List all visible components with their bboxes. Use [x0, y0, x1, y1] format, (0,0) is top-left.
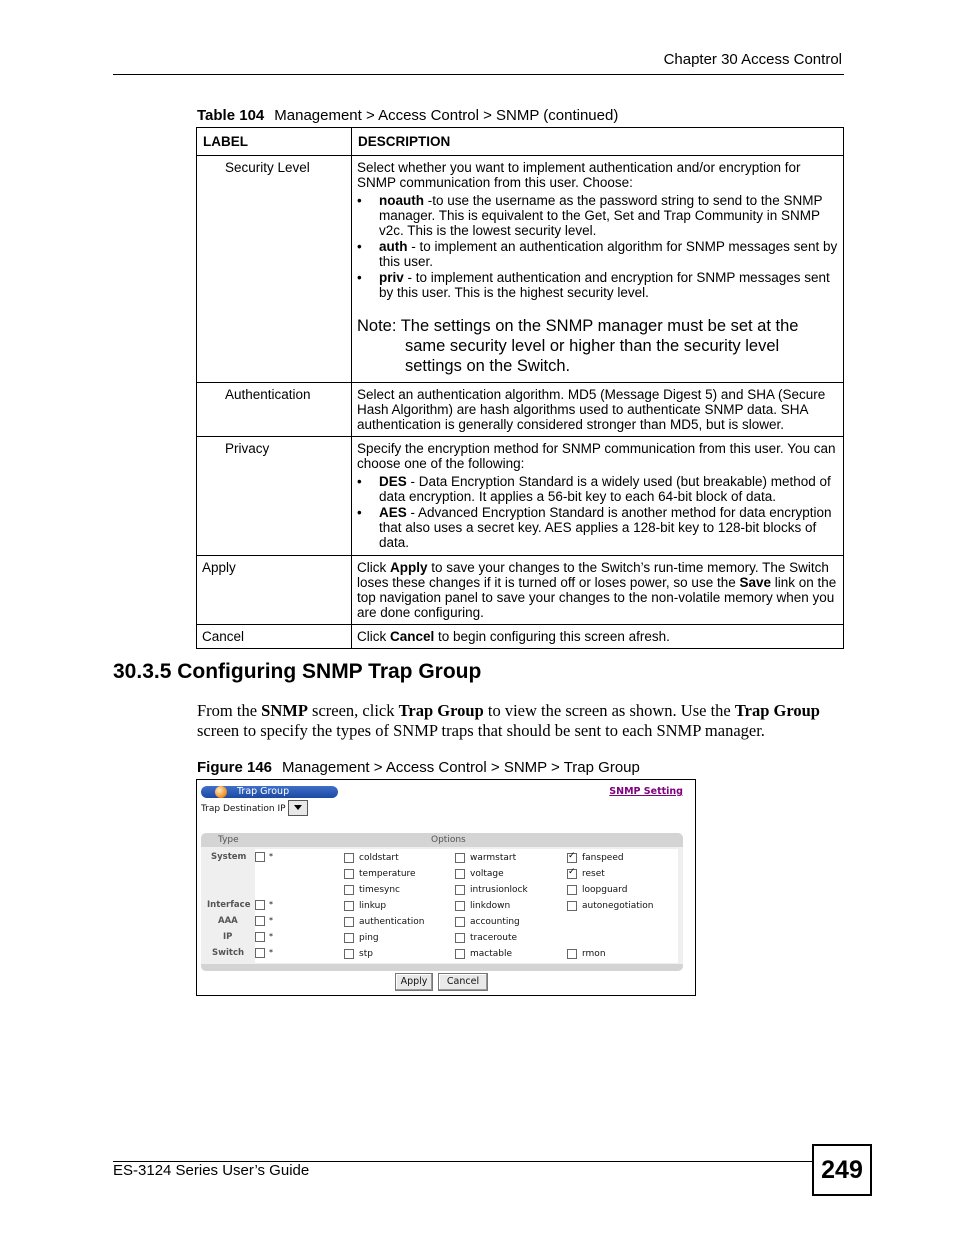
option-label-fanspeed: fanspeed — [582, 853, 624, 863]
option-label-authentication: authentication — [359, 917, 425, 927]
intro-text: to view the screen as shown. Use the — [483, 701, 735, 720]
desc-bold: Cancel — [390, 629, 435, 644]
checkbox-temperature[interactable] — [344, 869, 354, 879]
star-marker: * — [269, 916, 273, 925]
row-label: Cancel — [197, 625, 352, 649]
checkbox-intrusionlock[interactable] — [455, 885, 465, 895]
checkbox-aaa-all[interactable] — [255, 916, 265, 926]
option-label-warmstart: warmstart — [470, 853, 517, 863]
checkbox-linkup[interactable] — [344, 901, 354, 911]
option-label-timesync: timesync — [359, 885, 401, 895]
intro-text: screen, click — [307, 701, 399, 720]
option-label-coldstart: coldstart — [359, 853, 399, 863]
checkbox-coldstart[interactable] — [344, 853, 354, 863]
list-item — [357, 474, 838, 504]
option-label-mactable: mactable — [470, 949, 513, 959]
row-intro: Specify the encryption method for SNMP communication from this user. You can choose one of the following: — [357, 441, 836, 471]
table-row — [197, 556, 844, 625]
desc-text: Click — [357, 629, 390, 644]
checkbox-loopguard[interactable] — [567, 885, 577, 895]
desc-bold: Apply — [390, 560, 428, 575]
row-label: Security Level — [197, 156, 352, 383]
bullet-term: auth — [379, 239, 408, 254]
section-heading: 30.3.5 Configuring SNMP Trap Group — [113, 660, 482, 683]
option-label-stp: stp — [359, 949, 373, 959]
checkbox-ping[interactable] — [344, 933, 354, 943]
row-label: Apply — [197, 556, 352, 625]
checkbox-voltage[interactable] — [455, 869, 465, 879]
row-description — [352, 625, 844, 649]
bullet-term: AES — [379, 505, 407, 520]
type-label-interface: Interface — [207, 900, 251, 910]
option-label-linkup: linkup — [359, 901, 387, 911]
type-label-system: System — [211, 852, 247, 862]
checkbox-linkdown[interactable] — [455, 901, 465, 911]
checkbox-reset[interactable] — [567, 869, 577, 879]
intro-bold: SNMP — [261, 701, 308, 720]
screen-title-bar — [201, 786, 338, 798]
type-header: Type — [218, 835, 239, 845]
row-description — [352, 556, 844, 625]
list-item — [357, 239, 838, 269]
figure-caption — [197, 759, 640, 776]
option-label-traceroute: traceroute — [470, 933, 518, 943]
cancel-button[interactable]: Cancel — [438, 973, 488, 991]
table-caption-number: Table 104 — [197, 107, 265, 124]
footer-guide-title: ES-3124 Series User’s Guide — [113, 1162, 310, 1179]
checkbox-authentication[interactable] — [344, 917, 354, 927]
screen-title: Trap Group — [237, 786, 290, 797]
figure-caption-text: Management > Access Control > SNMP > Trap Group — [282, 759, 640, 776]
checkbox-rmon[interactable] — [567, 949, 577, 959]
checkbox-interface-all[interactable] — [255, 900, 265, 910]
table-row — [197, 437, 844, 556]
checkbox-timesync[interactable] — [344, 885, 354, 895]
page-number: 249 — [812, 1144, 872, 1196]
table-caption — [197, 107, 618, 124]
list-item — [357, 193, 838, 238]
bullet-term: noauth — [379, 193, 424, 208]
panel-header — [201, 833, 683, 847]
desc-text: to save your changes to the Switch’s run-time memory. The Switch loses these changes if it is turned off or loses power, so use the — [357, 560, 829, 590]
checkbox-autonegotiation[interactable] — [567, 901, 577, 911]
bullet-text: -to use the username as the password string to send to the SNMP manager. This is equivalent to the Get, Set and Trap Community in SNMP v2c. This is the lowest security level. — [379, 193, 823, 238]
row-intro: Select whether you want to implement authentication and/or encryption for SNMP communication from this user. Choose: — [357, 160, 801, 190]
trap-destination-dropdown[interactable] — [288, 800, 308, 816]
option-label-voltage: voltage — [470, 869, 504, 879]
list-item — [357, 505, 838, 550]
intro-bold: Trap Group — [734, 701, 820, 720]
desc-bold: Save — [739, 575, 772, 590]
star-marker: * — [269, 852, 273, 861]
option-label-reset: reset — [582, 869, 605, 879]
intro-text: From the — [197, 701, 262, 720]
orb-icon — [215, 786, 227, 798]
desc-text: link on the top navigation panel to save your changes to the non-volatile memory when you are done configuring. — [357, 575, 837, 620]
option-label-autonegotiation: autonegotiation — [582, 901, 654, 911]
bullet-list — [357, 474, 838, 550]
section-intro — [197, 701, 847, 741]
table-row — [197, 156, 844, 383]
snmp-setting-link[interactable]: SNMP Setting — [609, 786, 683, 797]
trap-options-panel — [201, 833, 683, 971]
star-marker: * — [269, 900, 273, 909]
option-label-intrusionlock: intrusionlock — [470, 885, 528, 895]
option-label-rmon: rmon — [582, 949, 606, 959]
type-label-aaa: AAA — [218, 916, 238, 926]
checkbox-ip-all[interactable] — [255, 932, 265, 942]
option-label-temperature: temperature — [359, 869, 416, 879]
row-description — [352, 156, 844, 383]
star-marker: * — [269, 948, 273, 957]
checkbox-accounting[interactable] — [455, 917, 465, 927]
option-label-accounting: accounting — [470, 917, 520, 927]
chapter-header: Chapter 30 Access Control — [663, 51, 842, 68]
options-header: Options — [431, 835, 466, 845]
checkbox-traceroute[interactable] — [455, 933, 465, 943]
star-marker: * — [269, 932, 273, 941]
trap-group-screenshot — [196, 779, 696, 996]
intro-bold: Trap Group — [398, 701, 484, 720]
snmp-reference-table — [196, 127, 844, 649]
trap-destination-label: Trap Destination IP — [201, 804, 286, 814]
bullet-term: DES — [379, 474, 407, 489]
option-label-ping: ping — [359, 933, 379, 943]
table-caption-text: Management > Access Control > SNMP (continued) — [274, 107, 619, 124]
column-header-label: LABEL — [197, 128, 352, 156]
option-label-loopguard: loopguard — [582, 885, 628, 895]
row-label: Authentication — [197, 383, 352, 437]
table-row — [197, 625, 844, 649]
bullet-term: priv — [379, 270, 404, 285]
bullet-text: - to implement authentication and encryption for SNMP messages sent by this user. This is the highest security level. — [379, 270, 830, 300]
option-label-linkdown: linkdown — [470, 901, 511, 911]
checkbox-system-all[interactable] — [255, 852, 265, 862]
desc-text: to begin configuring this screen afresh. — [434, 629, 670, 644]
desc-text: Click — [357, 560, 390, 575]
checkbox-stp[interactable] — [344, 949, 354, 959]
apply-button[interactable]: Apply — [395, 973, 433, 991]
intro-text: screen to specify the types of SNMP traps that should be sent to each SNMP manager. — [197, 721, 765, 740]
row-description — [352, 437, 844, 556]
bullet-text: - Advanced Encryption Standard is another method for data encryption that also uses a secret key. AES applies a 128-bit key to 128-bit blocks of data. — [379, 505, 832, 550]
figure-caption-number: Figure 146 — [197, 759, 273, 776]
note: Note: The settings on the SNMP manager must be set at the same security level or higher than the security level settings on the Switch. — [357, 317, 799, 375]
checkbox-fanspeed[interactable] — [567, 853, 577, 863]
header-rule — [113, 74, 844, 75]
type-label-ip: IP — [223, 932, 233, 942]
type-label-switch: Switch — [212, 948, 245, 958]
list-item — [357, 270, 838, 300]
table-header-row — [197, 128, 844, 156]
panel-footer — [201, 964, 683, 971]
bullet-list — [357, 193, 838, 300]
bullet-text: - to implement an authentication algorithm for SNMP messages sent by this user. — [379, 239, 838, 269]
column-header-description: DESCRIPTION — [352, 128, 844, 156]
table-row — [197, 383, 844, 437]
row-label: Privacy — [197, 437, 352, 556]
bullet-text: - Data Encryption Standard is a widely used (but breakable) method of data encryption. It applies a 56-bit key to each 64-bit block of data. — [379, 474, 831, 504]
checkbox-mactable[interactable] — [455, 949, 465, 959]
row-description: Select an authentication algorithm. MD5 (Message Digest 5) and SHA (Secure Hash Algorithm) are hash algorithms used to authenticate SNMP data. SHA authentication is generally considered stronger than MD5, but is slower. — [352, 383, 844, 437]
checkbox-switch-all[interactable] — [255, 948, 265, 958]
checkbox-warmstart[interactable] — [455, 853, 465, 863]
